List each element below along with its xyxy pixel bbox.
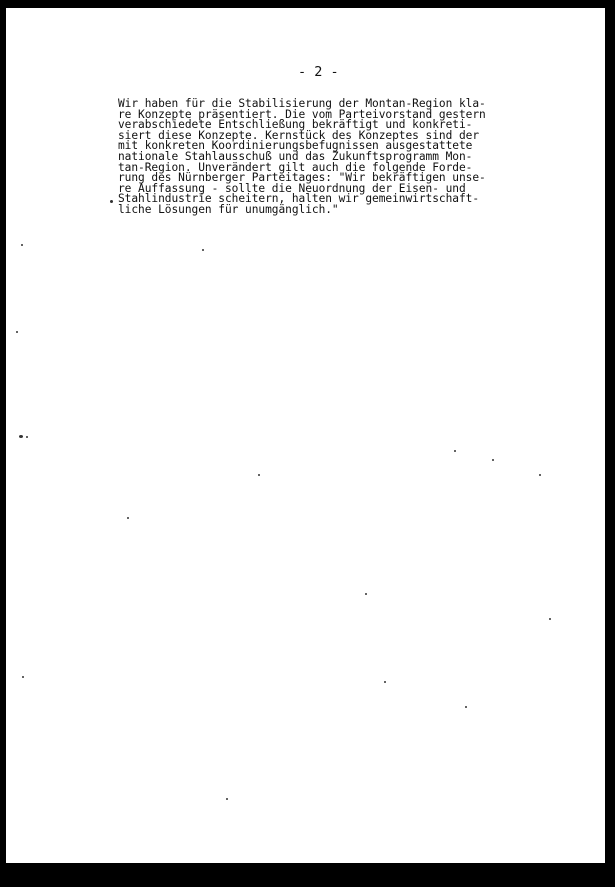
document-page: [6, 8, 605, 863]
scan-speck: [384, 681, 386, 683]
scan-speck: [19, 435, 23, 438]
scan-speck: [226, 798, 228, 800]
paragraph-line: re Konzepte präsentiert. Die vom Parteivorstand gestern: [118, 107, 486, 121]
page-number: - 2 -: [298, 64, 339, 80]
paragraph-line: nationale Stahlausschuß und das Zukunftsprogramm Mon-: [118, 149, 473, 163]
paragraph-line: liche Lösungen für unumgänglich.": [118, 202, 339, 216]
scan-speck: [110, 200, 113, 203]
scan-speck: [21, 244, 23, 246]
scan-speck: [26, 436, 28, 438]
paragraph-line: siert diese Konzepte. Kernstück des Konzeptes sind der: [118, 128, 480, 142]
scan-speck: [549, 618, 551, 620]
scan-speck: [16, 331, 18, 333]
paragraph-line: mit konkreten Koordinierungsbefugnissen ausgestattete: [118, 139, 473, 153]
paragraph-line: Wir haben für die Stabilisierung der Montan-Region kla-: [118, 97, 486, 110]
scan-speck: [365, 593, 367, 595]
scan-speck: [258, 474, 260, 476]
scan-speck: [127, 517, 129, 519]
paragraph-line: verabschiedete Entschließung bekräftigt und konkreti-: [118, 118, 473, 132]
scan-speck: [22, 676, 24, 678]
paragraph-line: tan-Region. Unverändert gilt auch die folgende Forde-: [118, 160, 473, 174]
paragraph-line: rung des Nürnberger Parteitages: "Wir bekräftigen unse-: [118, 171, 486, 185]
scan-speck: [539, 474, 541, 476]
scan-speck: [492, 459, 494, 461]
scan-speck: [465, 706, 467, 708]
paragraph-line: re Auffassung - sollte die Neuordnung der Eisen- und: [118, 181, 466, 195]
body-paragraph: [118, 99, 486, 216]
scan-speck: [202, 249, 204, 251]
scan-speck: [454, 450, 456, 452]
paragraph-line: Stahlindustrie scheitern, halten wir gemeinwirtschaft-: [118, 192, 480, 206]
